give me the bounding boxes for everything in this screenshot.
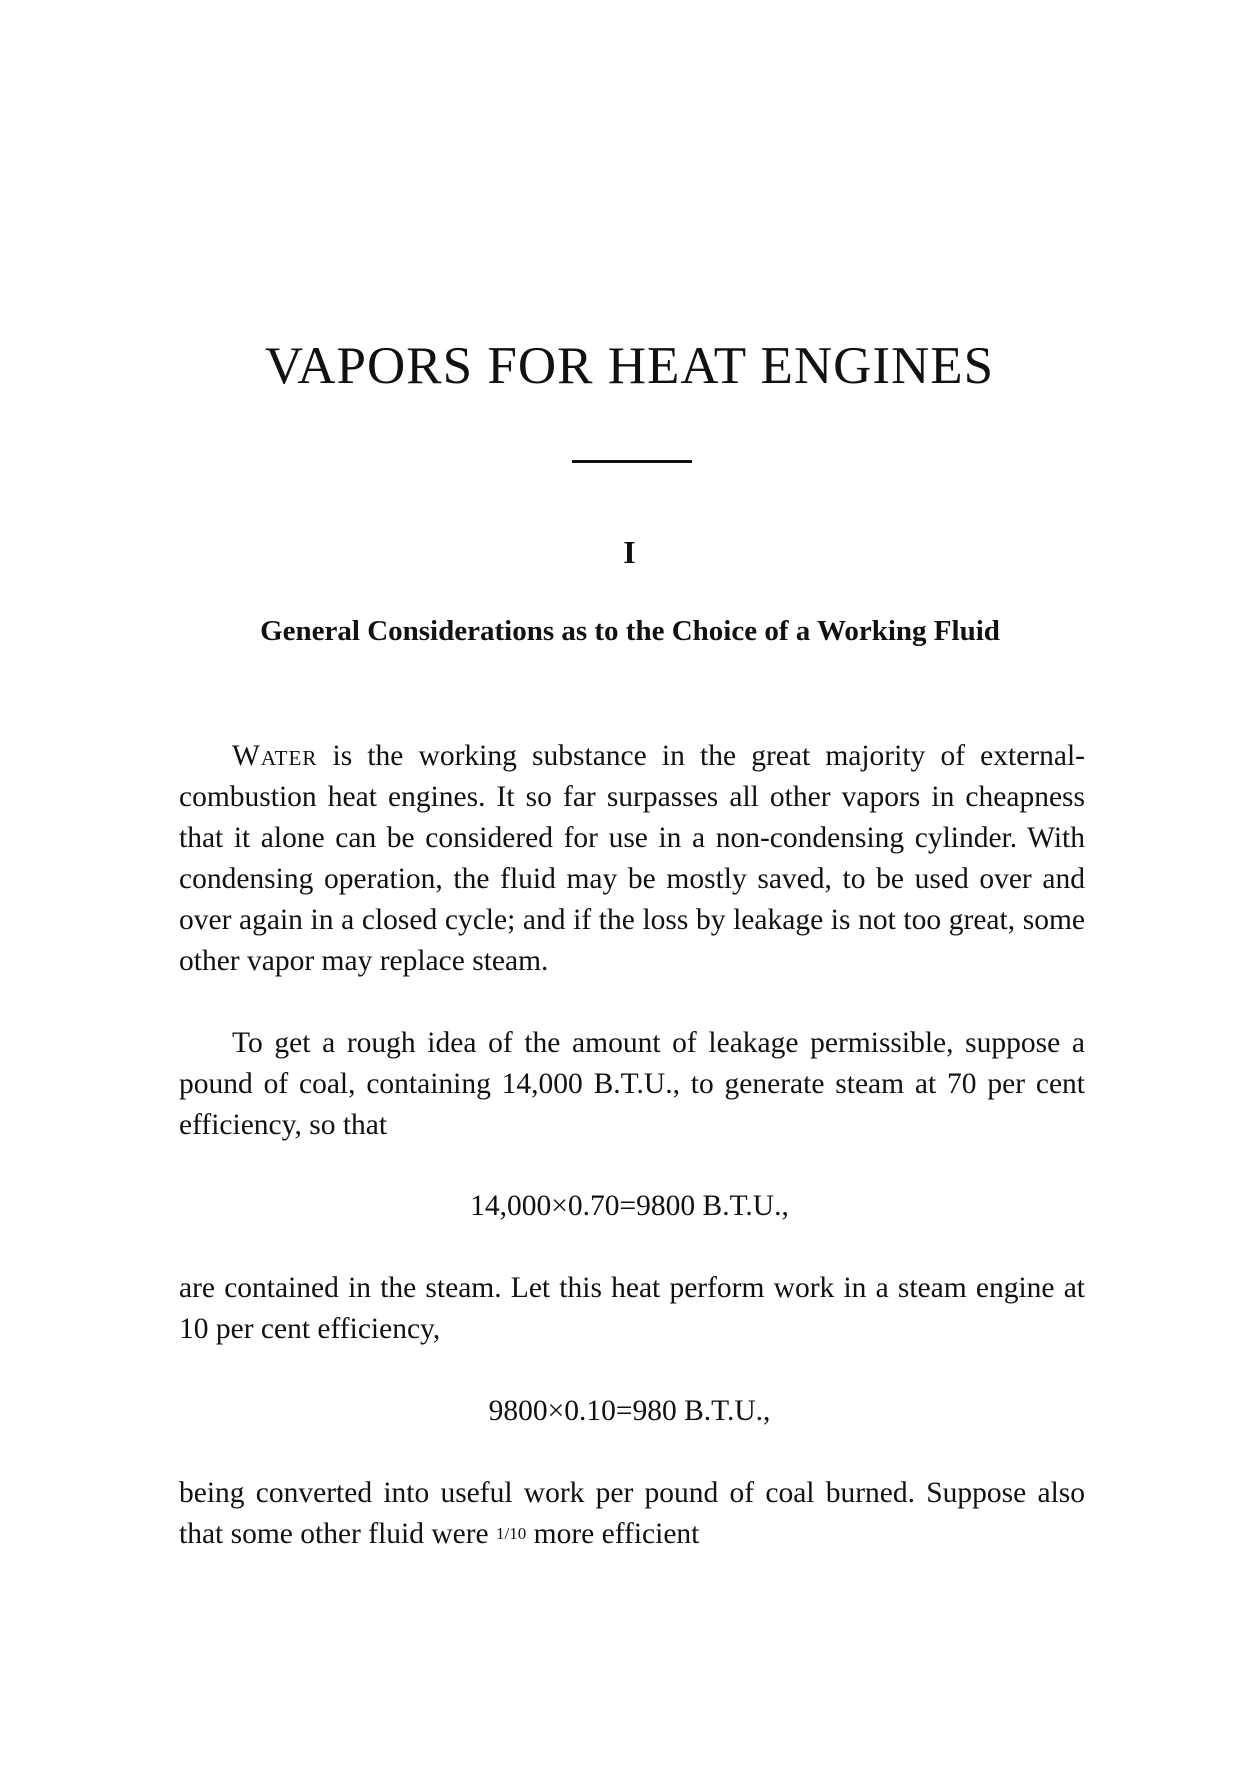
paragraph-1-lead: Water (232, 740, 318, 772)
paragraph-2: To get a rough idea of the amount of leakage permissible, suppose a pound of coal, containing 14,000 B.T.U., to generate steam at 70 per cent efficiency, so that (179, 1027, 1085, 1141)
fraction-one-tenth: 1/10 (496, 1524, 527, 1543)
paragraph-3: are contained in the steam. Let this heat perform work in a steam engine at 10 per cent efficiency, (179, 1272, 1085, 1345)
paragraph-4-text-before: being converted into useful work per pound of coal burned. Suppose also that some other fluid were (179, 1477, 1085, 1550)
paragraph-4-text-after: more efficient (526, 1518, 700, 1550)
page-title: VAPORS FOR HEAT ENGINES (264, 337, 995, 395)
paragraph-4 (179, 1473, 1085, 1555)
title-divider (572, 460, 692, 463)
equation-1: 14,000×0.70=9800 B.T.U., (470, 1190, 789, 1222)
paragraph-1 (179, 736, 1085, 982)
section-heading: General Considerations as to the Choice of a Working Fluid (260, 615, 1000, 647)
chapter-number: I (623, 534, 636, 570)
equation-2: 9800×0.10=980 B.T.U., (488, 1395, 771, 1427)
paragraph-1-text: is the working substance in the great majority of external-combustion heat engines. It so far surpasses all other vapors in cheapness that it alone can be considered for use in a non-condensing cylinder. With condensing operation, the fluid may be mostly saved, to be used over and over again in a closed cycle; and if the loss by leakage is not too great, some other vapor may replace steam. (179, 740, 1085, 977)
